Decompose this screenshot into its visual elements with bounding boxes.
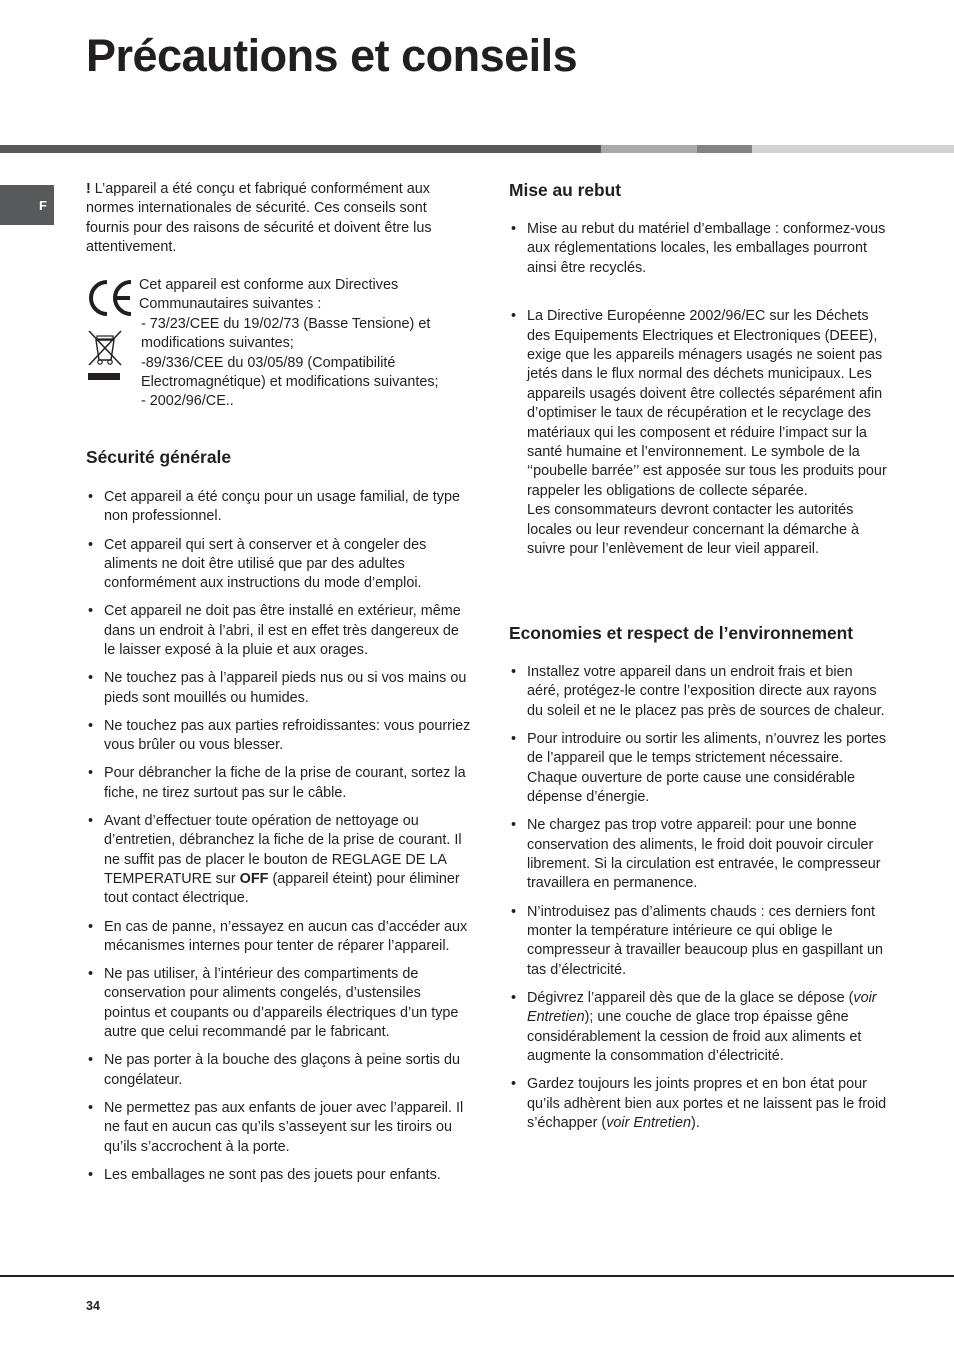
list-item: • Installez votre appareil dans un endroit frais et bien aéré, protégez-le contre l’exposition directe aux rayons du soleil et ne le placez pas près de sources de chaleur. [509, 663, 889, 721]
conformity-lead: Cet appareil est conforme aux Directives Communautaires suivantes : [139, 277, 399, 313]
securite-section [86, 446, 471, 1194]
list-item: • Ne touchez pas à l’appareil pieds nus ou si vos mains ou pieds sont mouillés ou humides. [86, 669, 471, 708]
entretien-reference: voir Entretien [606, 1114, 691, 1131]
list-item: • Ne pas porter à la bouche des glaçons à peine sortis du congélateur. [86, 1051, 471, 1090]
directive-item: -89/336/CEE du 03/05/89 (Compatibilité Electromagnétique) et modifications suivantes; [141, 354, 439, 391]
rebut-list [509, 220, 889, 560]
list-item: • Ne touchez pas aux parties refroidissantes: vous pourriez vous brûler ou vous blesser. [86, 717, 471, 756]
list-item: • Cet appareil qui sert à conserver et à congeler des aliments ne doit être utilisé que par des adultes conformément aux instructions du mode d’emploi. [86, 536, 471, 594]
item-text: Dégivrez l’appareil dès que de la glace se dépose ( [527, 989, 854, 1006]
intro-text: L’appareil a été conçu et fabriqué conformément aux normes internationales de sécurité. Ces conseils sont fournis pour des raisons de sécurité et doivent être lus attentivement. [86, 181, 432, 256]
header-bar-light [752, 145, 954, 153]
list-item: • En cas de panne, n’essayez en aucun cas d’accéder aux mécanismes internes pour tenter de réparer l’appareil. [86, 918, 471, 957]
item-text: ). [691, 1114, 700, 1131]
rebut-heading: Mise au rebut [509, 180, 622, 200]
ce-mark-icon [86, 278, 134, 318]
left-column [86, 180, 471, 258]
intro-paragraph [86, 180, 471, 258]
item-text: Gardez toujours les joints propres et en bon état pour qu’ils adhèrent bien aux portes et ne laissent pas le froid s’échapper ( [527, 1076, 887, 1131]
off-label: OFF [239, 871, 269, 888]
economies-section [509, 622, 889, 1142]
directive-item: - 2002/96/CE.. [141, 393, 234, 410]
list-item [509, 1075, 889, 1133]
list-item: • Pour débrancher la fiche de la prise de courant, sortez la fiche, ne tirez surtout pas sur le câble. [86, 764, 471, 803]
item-text: ); une couche de glace trop épaisse gêne considérablement la cession de froid aux aliments et augmente la consommation d’électricité. [527, 1009, 862, 1065]
list-item: • Ne permettez pas aux enfants de jouer avec l’appareil. Il ne faut en aucun cas qu’ils s’asseyent sur les tiroirs ou qu’ils s’accrochent à la porte. [86, 1099, 471, 1157]
header-bar-dark-2 [697, 145, 752, 153]
economies-heading: Economies et respect de l’environnement [509, 623, 854, 643]
crossed-bin-icon [86, 328, 126, 384]
header-bar-mid [601, 145, 697, 153]
list-item [509, 989, 889, 1067]
language-tab: F [0, 185, 54, 225]
item-text: (appareil éteint) pour éliminer tout contact électrique. [104, 871, 460, 907]
list-item: • N’introduisez pas d’aliments chauds : ces derniers font monter la température intérieure ce qui oblige le compresseur à travailler beaucoup plus en gaspillant un tas d’électricité. [509, 903, 889, 981]
directive-item: - 73/23/CEE du 19/02/73 (Basse Tensione) et modifications suivantes; [141, 315, 431, 352]
item-text: Les consommateurs devront contacter les autorités locales ou leur revendeur concernant la démarche à suivre pour l’enlèvement de leur vieil appareil. [527, 502, 859, 558]
page-number: 34 [86, 1299, 100, 1313]
economies-list [509, 663, 889, 1133]
entretien-reference: voir Entretien [527, 989, 877, 1026]
list-item: • Ne chargez pas trop votre appareil: pour une bonne conservation des aliments, le froid doit pouvoir circuler librement. Si la circulation est entravée, le compresseur travaillera en permanence. [509, 816, 889, 894]
list-item: • Mise au rebut du matériel d’emballage : conformez-vous aux réglementations locales, les emballages pourront ainsi être recyclés. [509, 220, 889, 278]
list-item [509, 307, 889, 559]
warning-mark: ! [86, 181, 91, 197]
rebut-section [509, 179, 889, 568]
securite-list [86, 488, 471, 1185]
list-item: • Cet appareil a été conçu pour un usage familial, de type non professionnel. [86, 488, 471, 527]
list-item: • Cet appareil ne doit pas être installé en extérieur, même dans un endroit à l’abri, il est en effet très dangereux de le laisser exposé à la pluie et aux orages. [86, 602, 471, 660]
conformity-text [139, 276, 479, 412]
list-item: • Pour introduire ou sortir les aliments, n’ouvrez les portes de l’appareil que le temps strictement nécessaire. Chaque ouverture de porte cause une considérable dépense d’énergie. [509, 730, 889, 808]
item-text: • La Directive Européenne 2002/96/EC sur les Déchets des Equipements Electriques et Electroniques (DEEE), exige que les appareils ménagers usagés ne soient pas jetés dans le flux normal des déchets municipaux. Les appareils usagés doivent être collectés séparément afin d’optimiser le taux de récupération et le recyclage des matériaux qui les composent et réduire l’impact sur la santé humaine et l’environnement. Le symbole de la ‘‘poubelle barrée’’ est apposée sur tous les produits pour rappeler les obligations de collecte séparée. [527, 308, 887, 499]
list-item: • Les emballages ne sont pas des jouets pour enfants. [86, 1166, 471, 1185]
list-item: • Ne pas utiliser, à l’intérieur des compartiments de conservation pour aliments congelés, d’ustensiles pointus et coupants ou d’appareils électriques d’un type autre que celui recommandé par le fabricant. [86, 965, 471, 1043]
securite-heading: Sécurité générale [86, 447, 231, 467]
header-bar-dark [0, 145, 601, 153]
page-title: Précautions et conseils [86, 30, 578, 81]
conformity-block [86, 276, 471, 416]
list-item [86, 812, 471, 909]
item-text: Avant d’effectuer toute opération de nettoyage ou d’entretien, débranchez la fiche de la prise de courant. Il ne suffit pas de placer le bouton de REGLAGE DE LA TEMPERATURE sur [104, 812, 462, 888]
footer-rule [0, 1275, 954, 1277]
